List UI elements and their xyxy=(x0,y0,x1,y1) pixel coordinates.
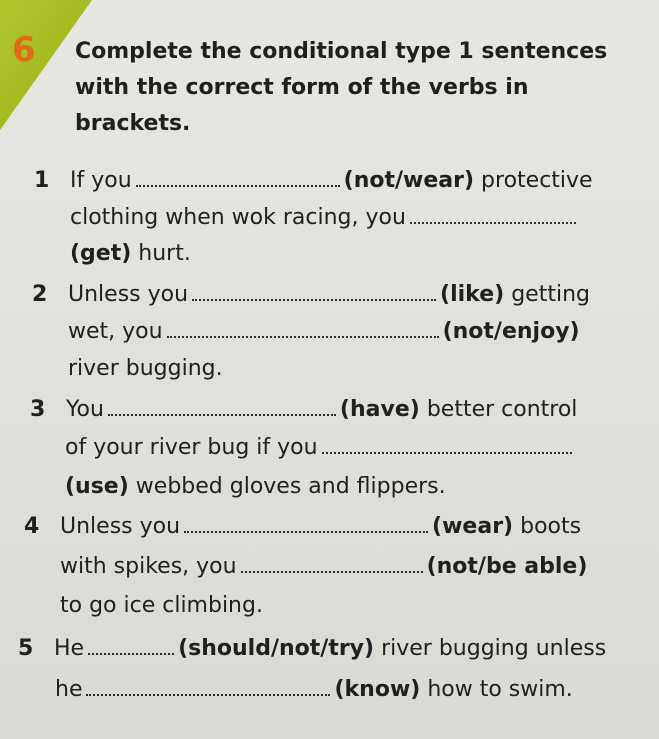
item-4-line-3 xyxy=(60,592,263,620)
sentence-text: Unless you xyxy=(60,514,181,539)
exercise-instruction xyxy=(75,34,635,142)
sentence-text: to go ice climbing. xyxy=(60,593,263,618)
sentence-text: Unless you xyxy=(68,282,189,307)
item-number: 3 xyxy=(30,397,46,422)
verb-prompt: (get) xyxy=(70,241,132,266)
answer-blank[interactable] xyxy=(184,527,428,533)
sentence-text: You xyxy=(66,397,104,422)
item-3-line-3 xyxy=(65,473,446,501)
sentence-text: protective xyxy=(481,168,593,193)
verb-prompt: (not/enjoy) xyxy=(442,319,580,344)
sentence-text: getting xyxy=(511,282,590,307)
sentence-text: If you xyxy=(70,168,132,193)
answer-blank[interactable] xyxy=(136,181,340,187)
answer-blank[interactable] xyxy=(86,690,330,696)
sentence-text: boots xyxy=(520,514,582,539)
sentence-text: He xyxy=(54,636,85,661)
answer-blank[interactable] xyxy=(241,567,423,573)
sentence-text: hurt. xyxy=(138,241,191,266)
verb-prompt: (have) xyxy=(339,397,420,422)
answer-blank[interactable] xyxy=(88,649,174,655)
answer-blank[interactable] xyxy=(167,332,439,338)
sentence-text: how to swim. xyxy=(427,677,573,702)
item-number: 1 xyxy=(34,168,50,193)
answer-blank[interactable] xyxy=(192,295,436,301)
verb-prompt: (know) xyxy=(334,677,421,702)
verb-prompt: (should/not/try) xyxy=(178,636,375,661)
item-2-line-1 xyxy=(32,281,590,309)
instruction-line-3: brackets. xyxy=(75,111,191,136)
sentence-text: he xyxy=(55,677,83,702)
item-3-line-1 xyxy=(30,396,577,424)
item-4-line-2 xyxy=(60,553,587,581)
answer-blank[interactable] xyxy=(410,218,576,224)
sentence-text: of your river bug if you xyxy=(65,435,318,460)
verb-prompt: (like) xyxy=(440,282,505,307)
item-4-line-1 xyxy=(24,513,581,541)
item-number: 2 xyxy=(32,282,48,307)
item-2-line-3 xyxy=(68,355,223,383)
item-1-line-2 xyxy=(70,204,580,232)
sentence-text: webbed gloves and flippers. xyxy=(135,474,446,499)
verb-prompt: (use) xyxy=(65,474,129,499)
instruction-line-1: Complete the conditional type 1 sentences xyxy=(75,39,608,64)
verb-prompt: (not/be able) xyxy=(426,554,588,579)
item-5-line-1 xyxy=(18,635,606,663)
sentence-text: wet, you xyxy=(68,319,163,344)
item-5-line-2 xyxy=(55,676,573,704)
sentence-text: better control xyxy=(426,397,578,422)
verb-prompt: (wear) xyxy=(432,514,514,539)
answer-blank[interactable] xyxy=(108,410,336,416)
sentence-text: with spikes, you xyxy=(60,554,237,579)
answer-blank[interactable] xyxy=(322,448,572,454)
item-number: 4 xyxy=(24,514,40,539)
sentence-text: river bugging unless xyxy=(381,636,607,661)
item-1-line-1 xyxy=(34,167,593,195)
sentence-text: river bugging. xyxy=(68,356,223,381)
verb-prompt: (not/wear) xyxy=(343,168,475,193)
item-2-line-2 xyxy=(68,318,580,346)
item-number: 5 xyxy=(18,636,34,661)
instruction-line-2: with the correct form of the verbs in xyxy=(75,75,529,100)
item-1-line-3 xyxy=(70,240,191,268)
sentence-text: clothing when wok racing, you xyxy=(70,205,406,230)
exercise-number: 6 xyxy=(12,30,35,70)
item-3-line-2 xyxy=(65,434,576,462)
